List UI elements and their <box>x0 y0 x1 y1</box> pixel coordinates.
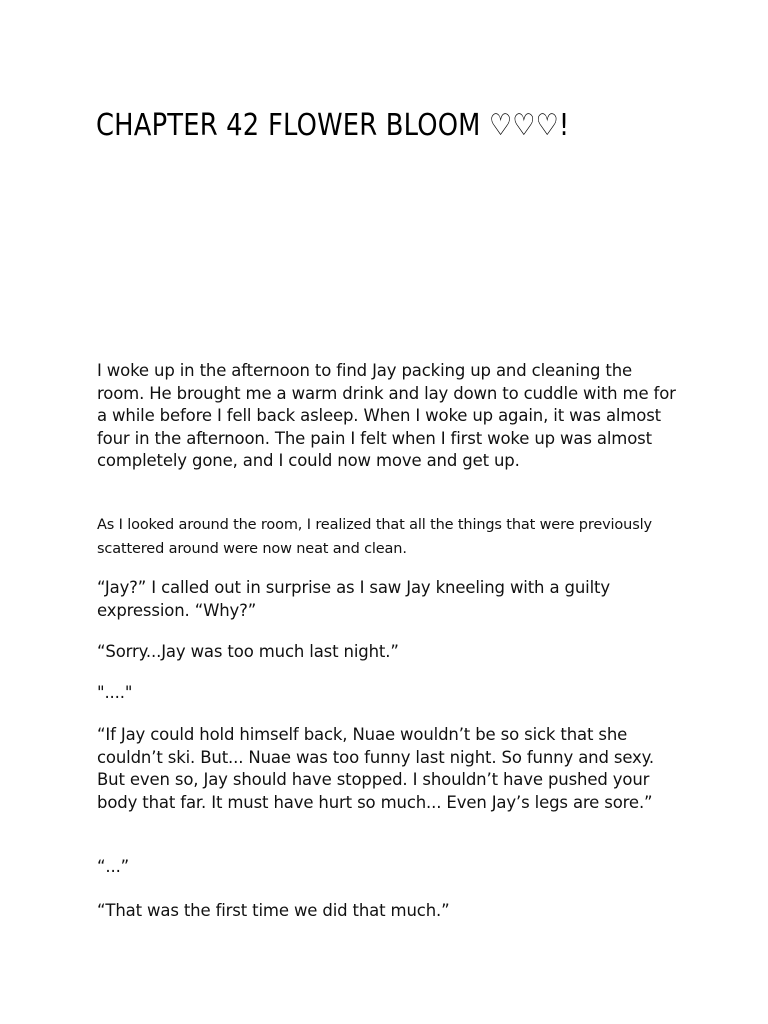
paragraph-4: “Sorry...Jay was too much last night.” <box>97 642 399 661</box>
paragraph-6: “If Jay could hold himself back, Nuae wouldn’t be so sick that she couldn’t ski. But... Nuae was too funny last night. So funny and sexy. But even so, Jay should have stopped. I shouldn’t have pushed your body that far. It must have hurt so much... Even Jay’s legs are sore.” <box>97 725 655 812</box>
chapter-number: CHAPTER 42 <box>96 108 260 143</box>
paragraph-8: “That was the first time we did that much.” <box>97 901 450 920</box>
paragraph-7: “...” <box>97 857 130 876</box>
paragraph-2: As I looked around the room, I realized that all the things that were previously scattered around were now neat and clean. <box>97 517 652 557</box>
paragraph-3: “Jay?” I called out in surprise as I saw Jay kneeling with a guilty expression. “Why?” <box>97 578 610 620</box>
chapter-title: FLOWER BLOOM ♡♡♡! <box>267 108 570 143</box>
paragraph-5: "...." <box>97 683 133 702</box>
paragraph-1: I woke up in the afternoon to find Jay packing up and cleaning the room. He brought me a warm drink and lay down to cuddle with me for a while before I fell back asleep. When I woke up again, it was almost four in the afternoon. The pain I felt when I first woke up was almost completely gone, and I could now move and get up. <box>97 361 676 471</box>
chapter-heading <box>96 108 569 143</box>
